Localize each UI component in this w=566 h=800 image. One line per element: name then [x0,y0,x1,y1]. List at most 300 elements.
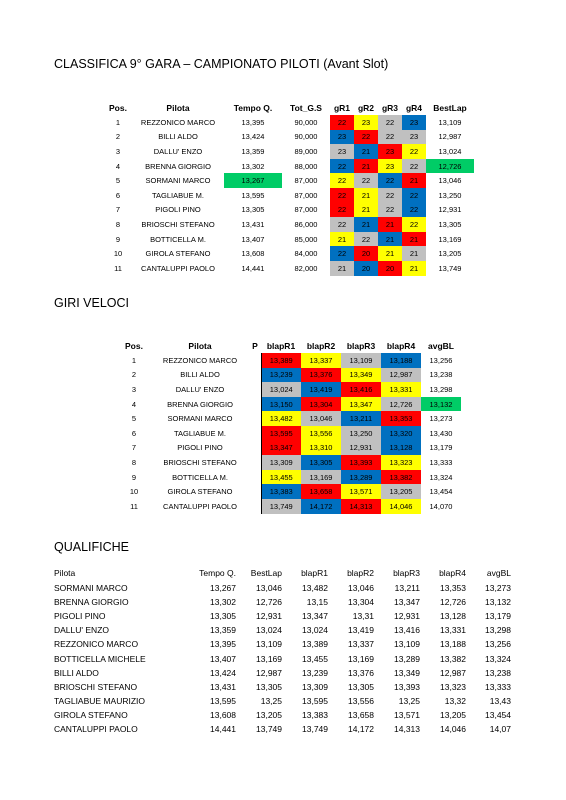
blapr3-cell: 12,931 [341,441,381,456]
bestlap-cell: 13,024 [438,146,462,156]
value-cell: 13,556 [348,695,374,706]
pos-cell: 5 [115,176,121,186]
blapr3-cell: 13,571 [341,484,381,499]
pos-cell: 8 [115,219,121,229]
table-row [54,651,511,665]
gr2-cell: 22 [354,130,378,145]
gr4-cell: 23 [402,130,426,145]
value-cell: 13,109 [394,639,420,650]
pilota-cell: BOTTICELLA M. [172,472,228,482]
tot-cell: 90,000 [294,132,318,142]
pilota-cell: BRIOSCHI STEFANO [54,681,138,692]
value-cell: 13,431 [210,681,236,692]
table-row [104,144,474,159]
value-cell: 14,046 [440,723,466,734]
value-cell: 13,298 [485,625,511,636]
blapr3-cell: 13,211 [341,411,381,426]
blapr4-cell: 12,987 [381,368,421,383]
blapr1-cell: 13,389 [261,353,301,368]
value-cell: 13,273 [485,583,511,594]
pilota-cell: BRIOSCHI STEFANO [141,219,215,229]
p-cell [249,499,261,514]
value-cell: 13,419 [348,625,374,636]
value-cell: 13,595 [302,695,328,706]
column-header: BestLap [250,568,282,578]
table-row [117,484,461,499]
gr1-cell: 22 [330,173,354,188]
value-cell: 13,179 [485,611,511,622]
gr3-cell: 20 [378,261,402,276]
blapr3-cell: 13,289 [341,470,381,485]
value-cell: 13,407 [210,653,236,664]
value-cell: 13,376 [348,667,374,678]
value-cell: 13,128 [440,611,466,622]
bestlap-cell: 13,046 [438,176,462,186]
blapr4-cell: 13,320 [381,426,421,441]
value-cell: 13,305 [256,681,282,692]
value-cell: 13,482 [302,583,328,594]
tempo-cell: 13,267 [224,173,282,188]
blapr1-cell: 13,595 [261,426,301,441]
table-row [117,455,461,470]
value-cell: 14,313 [394,723,420,734]
gr2-cell: 20 [354,261,378,276]
bestlap-cell: 12,726 [426,159,474,174]
value-cell: 13,15 [306,597,328,608]
value-cell: 13,347 [302,611,328,622]
tempo-cell: 13,595 [241,190,265,200]
table-row [104,173,474,188]
bestlap-cell: 13,749 [438,263,462,273]
tot-cell: 90,000 [294,117,318,127]
table-row [54,623,511,637]
p-cell [249,441,261,456]
table-row [104,246,474,261]
p-cell [249,455,261,470]
gr1-cell: 23 [330,130,354,145]
value-cell: 13,046 [348,583,374,594]
pilota-cell: CANTALUPPI PAOLO [141,263,215,273]
value-cell: 13,132 [485,597,511,608]
pilota-cell: BOTTICELLA M. [150,234,206,244]
value-cell: 13,205 [440,709,466,720]
blapr3-cell: 13,347 [341,397,381,412]
pos-cell: 6 [115,190,121,200]
pilota-cell: PIGOLI PINO [54,611,106,622]
avgbl-cell: 13,132 [421,397,461,412]
table-row [54,581,511,595]
value-cell: 13,109 [256,639,282,650]
value-cell: 13,455 [302,653,328,664]
avgbl-cell: 13,333 [429,457,453,467]
p-cell [249,411,261,426]
pilota-cell: TAGLIABUE MAURIZIO [54,695,145,706]
value-cell: 13,289 [394,653,420,664]
giri-veloci-table [117,339,462,514]
avgbl-cell: 13,454 [429,487,453,497]
column-header: Tot_G.S [290,103,322,113]
pilota-cell: REZZONICO MARCO [54,639,139,650]
value-cell: 13,749 [302,723,328,734]
value-cell: 13,353 [440,583,466,594]
value-cell: 13,571 [394,709,420,720]
blapr2-cell: 13,337 [301,353,341,368]
gr1-cell: 22 [330,203,354,218]
tempo-cell: 14,441 [241,263,265,273]
blapr2-cell: 13,556 [301,426,341,441]
blapr3-cell: 13,109 [341,353,381,368]
avgbl-cell: 14,070 [429,501,453,511]
pos-cell: 11 [130,501,138,511]
pilota-cell: DALLU' ENZO [153,146,203,156]
pos-cell: 1 [115,117,121,127]
column-header: gR4 [405,103,423,113]
gr2-cell: 21 [354,159,378,174]
value-cell: 13,349 [394,667,420,678]
blapr4-cell: 13,323 [381,455,421,470]
gr2-cell: 21 [354,188,378,203]
value-cell: 13,188 [440,639,466,650]
pos-cell: 2 [115,132,121,142]
gr4-cell: 22 [402,203,426,218]
value-cell: 13,309 [302,681,328,692]
pilota-cell: SORMANI MARCO [145,176,211,186]
blapr1-cell: 13,383 [261,484,301,499]
value-cell: 13,024 [256,625,282,636]
pilota-cell: SORMANI MARCO [54,583,128,594]
table-row [104,159,474,174]
table-row [54,680,511,694]
classifica-title: CLASSIFICA 9° GARA – CAMPIONATO PILOTI (Avant Slot) [54,57,389,71]
pos-cell: 6 [131,428,137,438]
blapr3-cell: 13,250 [341,426,381,441]
value-cell: 13,304 [348,597,374,608]
bestlap-cell: 13,205 [438,249,462,259]
value-cell: 13,239 [302,667,328,678]
gr3-cell: 22 [378,130,402,145]
value-cell: 13,658 [348,709,374,720]
bestlap-cell: 12,931 [438,205,462,215]
pilota-cell: TAGLIABUE M. [152,190,204,200]
pos-cell: 7 [115,205,121,215]
pilota-cell: PIGOLI PINO [177,443,223,453]
value-cell: 13,389 [302,639,328,650]
column-header: Pilota [54,568,76,578]
value-cell: 13,169 [348,653,374,664]
p-cell [249,484,261,499]
table-row [54,722,511,736]
table-row [117,397,461,412]
gr3-cell: 22 [378,203,402,218]
blapr1-cell: 13,024 [261,382,301,397]
pos-cell: 4 [131,399,137,409]
pilota-cell: BRENNA GIORGIO [145,161,211,171]
blapr2-cell: 13,169 [301,470,341,485]
value-cell: 13,31 [352,611,374,622]
giri-veloci-title: GIRI VELOCI [54,296,130,310]
gr2-cell: 21 [354,217,378,232]
table-row [104,261,474,276]
value-cell: 13,393 [394,681,420,692]
tot-cell: 86,000 [294,219,318,229]
column-header: blapR1 [301,568,328,578]
gr4-cell: 22 [402,144,426,159]
blapr1-cell: 13,482 [261,411,301,426]
table-row [54,595,511,609]
pilota-cell: BRENNA GIORGIO [167,399,233,409]
gr1-cell: 23 [330,144,354,159]
column-header: blapR2 [306,341,336,351]
column-header: avgBL [428,341,454,351]
gr2-cell: 20 [354,246,378,261]
bestlap-cell: 13,305 [438,219,462,229]
table-row [117,411,461,426]
value-cell: 13,267 [210,583,236,594]
blapr1-cell: 13,347 [261,441,301,456]
tot-cell: 87,000 [294,176,318,186]
avgbl-cell: 13,179 [429,443,453,453]
gr2-cell: 21 [354,144,378,159]
classifica-table [104,101,474,276]
blapr4-cell: 13,331 [381,382,421,397]
bestlap-cell: 13,250 [438,190,462,200]
value-cell: 13,395 [210,639,236,650]
blapr2-cell: 13,419 [301,382,341,397]
gr4-cell: 22 [402,217,426,232]
tot-cell: 84,000 [294,249,318,259]
column-header: P [252,341,258,351]
blapr2-cell: 13,304 [301,397,341,412]
column-header: avgBL [486,568,511,578]
value-cell: 13,43 [489,695,511,706]
avgbl-cell: 13,238 [429,370,453,380]
blapr4-cell: 13,128 [381,441,421,456]
gr3-cell: 22 [378,115,402,130]
pilota-cell: BILLI ALDO [158,132,198,142]
pilota-cell: BOTTICELLA MICHELE [54,653,146,664]
pos-cell: 2 [131,370,137,380]
pilota-cell: DALLU' ENZO [175,384,225,394]
value-cell: 13,608 [210,709,236,720]
pilota-cell: GIROLA STEFANO [145,249,211,259]
column-header: gR3 [381,103,399,113]
pilota-cell: PIGOLI PINO [155,205,201,215]
table-row [54,637,511,651]
pos-cell: 11 [114,263,122,273]
gr3-cell: 21 [378,232,402,247]
tempo-cell: 13,305 [241,205,265,215]
avgbl-cell: 13,256 [429,355,453,365]
value-cell: 13,323 [440,681,466,692]
pos-cell: 3 [131,384,137,394]
pilota-cell: GIROLA STEFANO [167,487,233,497]
value-cell: 13,359 [210,625,236,636]
column-header: blapR1 [266,341,296,351]
value-cell: 12,931 [394,611,420,622]
qualifiche-header-row [54,565,511,581]
tempo-cell: 13,608 [241,249,265,259]
classifica-header-row [104,101,474,115]
gr3-cell: 21 [378,246,402,261]
value-cell: 12,931 [256,611,282,622]
pos-cell: 3 [115,146,121,156]
value-cell: 13,749 [256,723,282,734]
value-cell: 13,046 [256,583,282,594]
gr4-cell: 23 [402,115,426,130]
table-row [104,115,474,130]
column-header: gR1 [333,103,351,113]
gr2-cell: 22 [354,232,378,247]
table-row [117,470,461,485]
tot-cell: 88,000 [294,161,318,171]
blapr2-cell: 14,172 [301,499,341,514]
blapr2-cell: 13,310 [301,441,341,456]
bestlap-cell: 13,109 [438,117,462,127]
bestlap-cell: 13,169 [438,234,462,244]
pos-cell: 9 [115,234,121,244]
column-header: blapR2 [347,568,374,578]
bestlap-cell: 12,987 [438,132,462,142]
value-cell: 12,726 [440,597,466,608]
blapr1-cell: 13,749 [261,499,301,514]
blapr1-cell: 13,150 [261,397,301,412]
p-cell [249,368,261,383]
gr4-cell: 21 [402,246,426,261]
tot-cell: 87,000 [294,190,318,200]
value-cell: 13,205 [256,709,282,720]
pos-cell: 1 [131,355,137,365]
avgbl-cell: 13,298 [429,384,453,394]
value-cell: 13,32 [444,695,466,706]
column-header: blapR4 [386,341,416,351]
qualifiche-table [54,565,511,736]
gr3-cell: 22 [378,173,402,188]
pilota-cell: GIROLA STEFANO [54,709,128,720]
table-row [104,130,474,145]
value-cell: 13,337 [348,639,374,650]
gr4-cell: 22 [402,188,426,203]
blapr1-cell: 13,239 [261,368,301,383]
table-row [117,441,461,456]
gr2-cell: 23 [354,115,378,130]
column-header: Pilota [188,341,212,351]
value-cell: 13,424 [210,667,236,678]
value-cell: 14,07 [489,723,511,734]
pilota-cell: REZZONICO MARCO [140,117,216,127]
column-header: Tempo Q. [199,568,236,578]
value-cell: 13,305 [210,611,236,622]
blapr4-cell: 12,726 [381,397,421,412]
pilota-cell: TAGLIABUE M. [174,428,226,438]
tot-cell: 87,000 [294,205,318,215]
table-row [117,353,461,368]
gr1-cell: 21 [330,261,354,276]
p-cell [249,353,261,368]
table-row [54,708,511,722]
table-row [117,382,461,397]
value-cell: 13,454 [485,709,511,720]
p-cell [249,382,261,397]
pilota-cell: CANTALUPPI PAOLO [163,501,237,511]
tempo-cell: 13,431 [241,219,265,229]
blapr1-cell: 13,455 [261,470,301,485]
gr3-cell: 23 [378,144,402,159]
p-cell [249,470,261,485]
gr4-cell: 21 [402,261,426,276]
blapr4-cell: 13,205 [381,484,421,499]
value-cell: 13,333 [485,681,511,692]
pos-cell: 5 [131,414,137,424]
value-cell: 13,331 [440,625,466,636]
column-header: blapR4 [439,568,466,578]
value-cell: 13,25 [260,695,282,706]
tot-cell: 82,000 [294,263,318,273]
avgbl-cell: 13,324 [429,472,453,482]
pilota-cell: BILLI ALDO [180,370,220,380]
table-row [117,368,461,383]
table-row [54,666,511,680]
column-header: BestLap [433,103,467,113]
blapr4-cell: 13,353 [381,411,421,426]
gr1-cell: 22 [330,246,354,261]
table-row [54,609,511,623]
blapr2-cell: 13,658 [301,484,341,499]
blapr3-cell: 13,416 [341,382,381,397]
blapr2-cell: 13,046 [301,411,341,426]
gr1-cell: 22 [330,188,354,203]
pos-cell: 7 [131,443,137,453]
value-cell: 14,172 [348,723,374,734]
gr3-cell: 23 [378,159,402,174]
value-cell: 14,441 [210,723,236,734]
pos-cell: 9 [131,472,137,482]
pilota-cell: REZZONICO MARCO [162,355,238,365]
giri-veloci-header-row [117,339,461,353]
blapr4-cell: 14,046 [381,499,421,514]
avgbl-cell: 13,430 [429,428,453,438]
gr3-cell: 22 [378,188,402,203]
pilota-cell: SORMANI MARCO [167,414,233,424]
tot-cell: 89,000 [294,146,318,156]
value-cell: 13,305 [348,681,374,692]
gr4-cell: 22 [402,159,426,174]
pilota-cell: BRENNA GIORGIO [54,597,129,608]
table-row [104,188,474,203]
column-header: Tempo Q. [233,103,273,113]
column-header: gR2 [357,103,375,113]
value-cell: 13,595 [210,695,236,706]
p-cell [249,426,261,441]
table-row [104,217,474,232]
value-cell: 13,169 [256,653,282,664]
gr1-cell: 22 [330,115,354,130]
pos-cell: 10 [113,249,123,259]
table-row [104,232,474,247]
blapr3-cell: 13,349 [341,368,381,383]
column-header: Pos. [125,341,143,351]
pilota-cell: BRIOSCHI STEFANO [163,457,237,467]
blapr3-cell: 13,393 [341,455,381,470]
table-row [117,426,461,441]
gr4-cell: 21 [402,232,426,247]
table-row [104,203,474,218]
avgbl-cell: 13,273 [429,414,453,424]
value-cell: 13,302 [210,597,236,608]
gr2-cell: 21 [354,203,378,218]
tempo-cell: 13,359 [241,146,265,156]
p-cell [249,397,261,412]
value-cell: 13,324 [485,653,511,664]
